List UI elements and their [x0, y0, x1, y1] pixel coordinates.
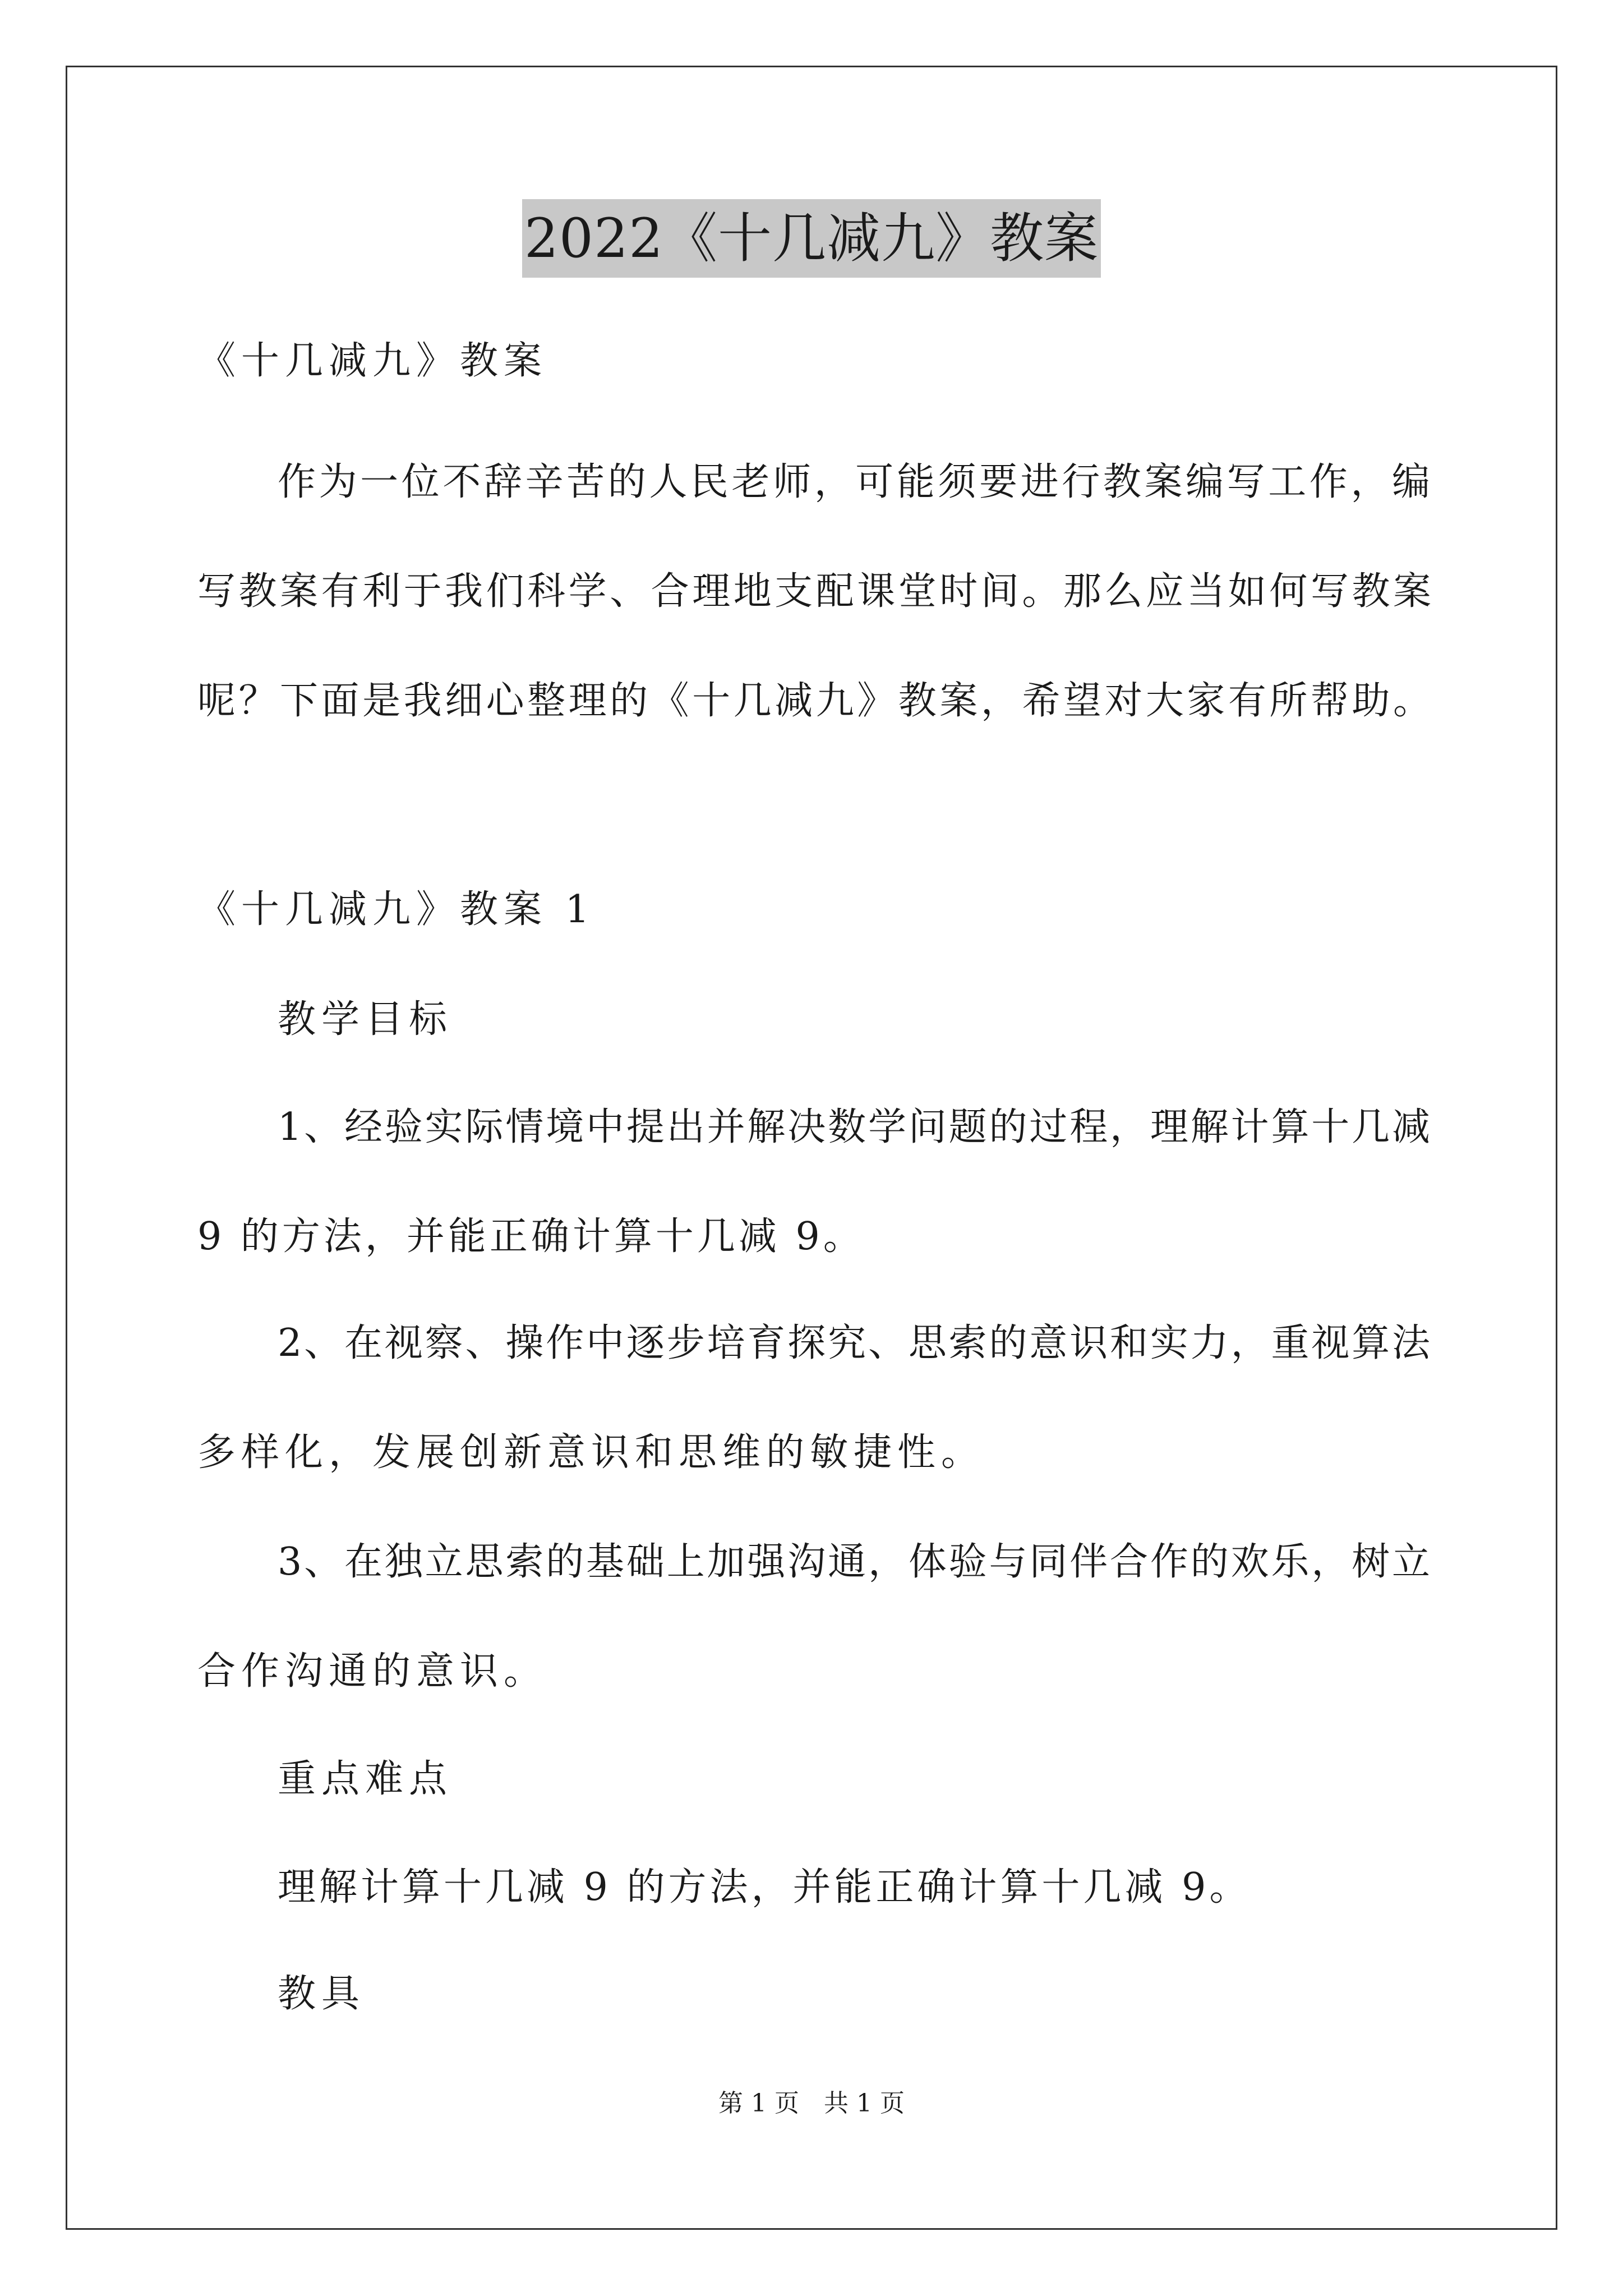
goals-heading: 教学目标: [278, 997, 453, 1042]
goal-3-line-1: 3、在独立思索的基础上加强沟通，体验与同伴合作的欢乐，树立: [278, 1540, 1430, 1584]
document-subtitle: 《十几减九》教案: [197, 339, 548, 383]
document-title: 2022《十几减九》教案: [522, 199, 1101, 278]
goal-1-line-2: 9 的方法，并能正确计算十几减 9。: [197, 1214, 865, 1259]
intro-line-2: 写教案有利于我们科学、合理地支配课堂时间。那么应当如何写教案: [197, 569, 1431, 614]
teaching-tools-heading: 教具: [278, 1972, 366, 2016]
goal-2-line-2: 多样化，发展创新意识和思维的敏捷性。: [197, 1430, 985, 1475]
goal-2-line-1: 2、在视察、操作中逐步培育探究、思索的意识和实力，重视算法: [278, 1321, 1430, 1365]
key-points-heading: 重点难点: [278, 1757, 453, 1801]
section-heading: 《十几减九》教案 1: [197, 887, 595, 932]
title-container: [0, 199, 1623, 278]
intro-line-3: 呢？下面是我细心整理的《十几减九》教案，希望对大家有所帮助。: [197, 679, 1431, 723]
goal-1-line-1: 1、经验实际情境中提出并解决数学问题的过程，理解计算十几减: [278, 1105, 1430, 1149]
key-points-text: 理解计算十几减 9 的方法，并能正确计算十几减 9。: [278, 1865, 1251, 1910]
page-footer: 第 1 页 共 1 页: [718, 2089, 905, 2118]
goal-3-line-2: 合作沟通的意识。: [197, 1649, 548, 1694]
intro-line-1: 作为一位不辞辛苦的人民老师，可能须要进行教案编写工作，编: [278, 460, 1430, 504]
